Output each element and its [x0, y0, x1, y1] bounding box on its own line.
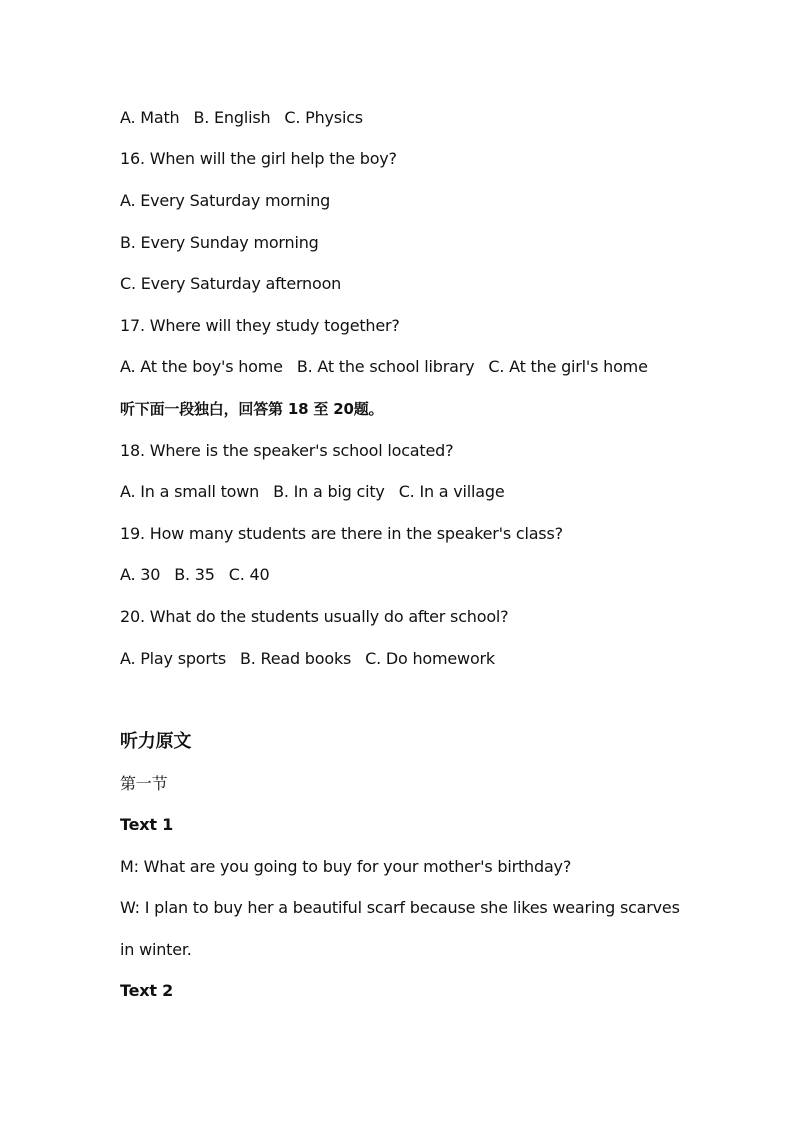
text-2-label: Text 2 — [120, 981, 174, 1000]
dialogue-line-w-continued: in winter. — [120, 940, 192, 959]
q18-options — [120, 482, 505, 502]
q19-question: 19. How many students are there in the speaker's class? — [120, 524, 563, 543]
option-a: A. 30 — [120, 565, 161, 584]
option-b: B. 35 — [174, 565, 215, 584]
option-c: C. At the girl's home — [488, 357, 648, 376]
option-b: B. Read books — [239, 649, 352, 668]
q20-options — [120, 649, 495, 669]
section-instruction: 听下面一段独白，回答第 18 至 20题。 — [120, 400, 384, 418]
q17-options — [120, 357, 648, 377]
q16-option-b: B. Every Sunday morning — [120, 233, 319, 252]
q16-question: 16. When will the girl help the boy? — [120, 149, 397, 168]
q19-options — [120, 565, 269, 585]
option-c: C. Do homework — [365, 649, 495, 668]
q20-question: 20. What do the students usually do after school? — [120, 607, 509, 626]
option-a: A. In a small town — [120, 482, 260, 501]
option-c: C. Physics — [284, 108, 363, 127]
dialogue-line-w: W: I plan to buy her a beautiful scarf because she likes wearing scarves — [120, 898, 680, 917]
option-a: A. At the boy's home — [120, 357, 283, 376]
transcript-heading: 听力原文 — [120, 731, 192, 752]
option-a: A. Play sports — [120, 649, 226, 668]
q16-option-a: A. Every Saturday morning — [120, 191, 331, 210]
q15-options — [120, 108, 363, 128]
option-c: C. 40 — [228, 565, 270, 584]
option-a: A. Math — [120, 108, 180, 127]
option-b: B. At the school library — [296, 357, 475, 376]
q17-question: 17. Where will they study together? — [120, 316, 400, 335]
option-b: B. English — [193, 108, 271, 127]
dialogue-line-m: M: What are you going to buy for your mother's birthday? — [120, 857, 572, 876]
option-b: B. In a big city — [273, 482, 385, 501]
text-1-label: Text 1 — [120, 815, 174, 834]
q16-option-c: C. Every Saturday afternoon — [120, 274, 342, 293]
part-one-label: 第一节 — [120, 774, 168, 793]
q18-question: 18. Where is the speaker's school located? — [120, 441, 454, 460]
option-c: C. In a village — [398, 482, 505, 501]
